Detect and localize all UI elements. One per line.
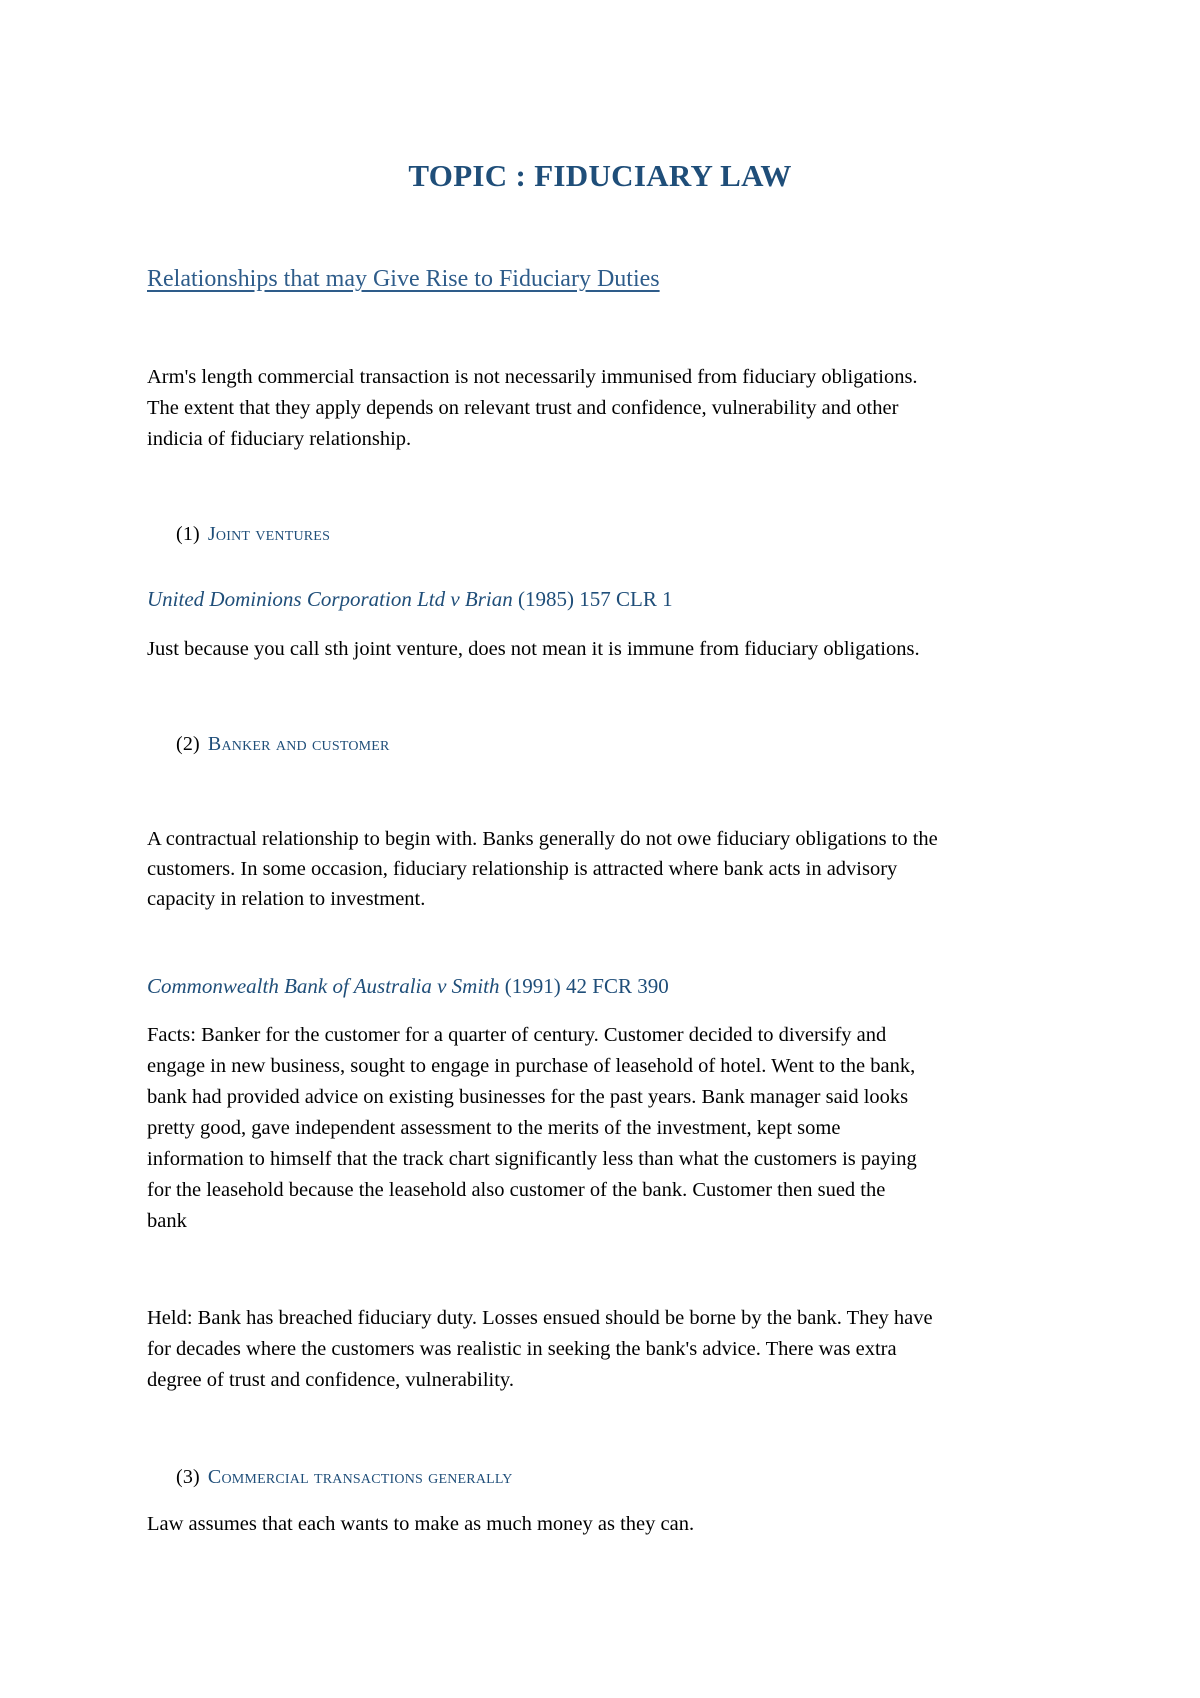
held-label: Held: <box>147 1307 193 1329</box>
section-number: (2) <box>176 733 200 755</box>
section-heading-joint-ventures <box>176 523 330 546</box>
case-citation-united-dominions <box>147 587 673 612</box>
facts-text: Banker for the customer for a quarter of century. Customer decided to diversify and <box>195 1024 887 1046</box>
paragraph-line <box>147 1303 1077 1334</box>
joint-ventures-paragraph <box>147 634 1077 665</box>
case-name: United Dominions Corporation Ltd v Brian <box>147 587 513 611</box>
paragraph-line: Just because you call sth joint venture, does not mean it is immune from fiduciary obligations. <box>147 638 920 660</box>
paragraph-line: for decades where the customers was realistic in seeking the bank's advice. There was extra <box>147 1338 897 1360</box>
held-text: Bank has breached fiduciary duty. Losses ensued should be borne by the bank. They have <box>192 1307 933 1329</box>
paragraph-line: pretty good, gave independent assessment to the merits of the investment, kept some <box>147 1117 841 1139</box>
paragraph-line <box>147 1020 1077 1051</box>
paragraph-line: A contractual relationship to begin with. Banks generally do not owe fiduciary obligations to the <box>147 828 938 850</box>
section-heading-text: Banker and customer <box>207 733 390 755</box>
page-title: TOPIC : FIDUCIARY LAW <box>408 158 792 193</box>
paragraph-line: bank had provided advice on existing businesses for the past years. Bank manager said looks <box>147 1086 909 1108</box>
intro-line: The extent that they apply depends on relevant trust and confidence, vulnerability and other <box>147 397 899 419</box>
paragraph-line: Law assumes that each wants to make as much money as they can. <box>147 1513 695 1535</box>
paragraph-line: information to himself that the track chart significantly less than what the customers is paying <box>147 1148 917 1170</box>
commercial-transactions-paragraph <box>147 1509 1077 1540</box>
paragraph-line: engage in new business, sought to engage in purchase of leasehold of hotel. Went to the bank, <box>147 1055 916 1077</box>
section-number: (3) <box>176 1466 200 1488</box>
case-reference: (1991) 42 FCR 390 <box>499 974 669 998</box>
intro-line: Arm's length commercial transaction is not necessarily immunised from fiduciary obligations. <box>147 366 918 388</box>
section-subheading: Relationships that may Give Rise to Fiduciary Duties <box>147 266 660 292</box>
paragraph-line: degree of trust and confidence, vulnerability. <box>147 1369 514 1391</box>
case-reference: (1985) 157 CLR 1 <box>512 587 673 611</box>
paragraph-line: bank <box>147 1210 187 1232</box>
case-name: Commonwealth Bank of Australia v Smith <box>147 974 500 998</box>
paragraph-line: customers. In some occasion, fiduciary relationship is attracted where bank acts in advisory <box>147 858 898 880</box>
intro-line: indicia of fiduciary relationship. <box>147 428 412 450</box>
paragraph-line: capacity in relation to investment. <box>147 888 426 910</box>
facts-label: Facts: <box>147 1024 196 1046</box>
section-heading-text: Commercial transactions generally <box>207 1466 513 1488</box>
section-heading-text: Joint ventures <box>207 523 331 545</box>
intro-paragraph <box>147 362 1077 455</box>
section-heading-banker-customer <box>176 733 390 756</box>
paragraph-line: for the leasehold because the leasehold also customer of the bank. Customer then sued the <box>147 1179 886 1201</box>
section-number: (1) <box>176 523 200 545</box>
section-heading-commercial-transactions <box>176 1466 513 1489</box>
banker-customer-paragraph <box>147 824 1077 914</box>
held-paragraph <box>147 1303 1077 1396</box>
facts-paragraph <box>147 1020 1077 1237</box>
case-citation-commonwealth-bank <box>147 974 669 999</box>
